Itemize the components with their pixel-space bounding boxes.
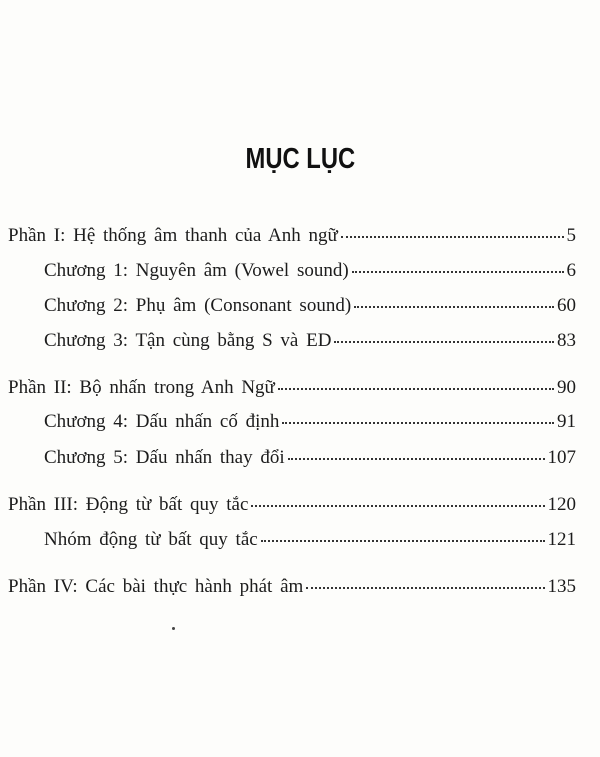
toc-page-number: 91 <box>557 411 576 432</box>
toc-page-number: 90 <box>557 377 576 398</box>
dot-leader <box>334 341 554 343</box>
toc-entry-part-2[interactable] <box>8 376 576 400</box>
toc-entry-label: Nhóm động từ bất quy tắc <box>44 529 258 550</box>
toc-entry-part-4[interactable] <box>8 575 576 599</box>
dot-leader <box>282 422 554 424</box>
toc-entry-label: Phần IV: Các bài thực hành phát âm <box>8 576 304 597</box>
dot-leader <box>352 271 564 273</box>
toc-page-number: 120 <box>547 494 576 515</box>
toc-entry-label: Chương 5: Dấu nhấn thay đổi <box>44 447 285 468</box>
toc-entry-label: Chương 1: Nguyên âm (Vowel sound) <box>44 260 349 281</box>
dot-leader <box>341 236 564 238</box>
toc-page-number: 60 <box>557 295 576 316</box>
toc-entry-label: Phần II: Bộ nhấn trong Anh Ngữ <box>8 377 275 398</box>
dot-leader <box>306 587 544 589</box>
toc-entry-part-3[interactable] <box>8 493 576 517</box>
toc-page-number: 83 <box>557 330 576 351</box>
toc-entry-chapter-4[interactable] <box>44 410 576 434</box>
toc-page-number: 6 <box>566 260 576 281</box>
toc-entry-label: Chương 4: Dấu nhấn cố định <box>44 411 280 432</box>
toc-entry-label: Chương 3: Tận cùng bằng S và ED <box>44 330 332 351</box>
toc-entry-part-1[interactable] <box>8 224 576 248</box>
ink-speck <box>172 627 175 630</box>
toc-entry-chapter-1[interactable] <box>44 259 576 283</box>
dot-leader <box>288 458 545 460</box>
dot-leader <box>354 306 554 308</box>
toc-page-number: 121 <box>547 529 576 550</box>
toc-entry-label: Chương 2: Phụ âm (Consonant sound) <box>44 295 352 316</box>
toc-entry-chapter-5[interactable] <box>44 446 576 470</box>
dot-leader <box>251 505 544 507</box>
toc-page-number: 107 <box>547 447 576 468</box>
toc-entry-irregular-verbs[interactable] <box>44 528 576 552</box>
toc-page-number: 135 <box>547 576 576 597</box>
toc-page-number: 5 <box>566 225 576 246</box>
toc-entry-chapter-2[interactable] <box>44 294 576 318</box>
toc-entry-label: Phần III: Động từ bất quy tắc <box>8 494 249 515</box>
dot-leader <box>278 388 554 390</box>
page-title: MỤC LỤC <box>245 143 356 175</box>
dot-leader <box>261 540 545 542</box>
toc-entry-chapter-3[interactable] <box>44 329 576 353</box>
toc-entry-label: Phần I: Hệ thống âm thanh của Anh ngữ <box>8 225 338 246</box>
